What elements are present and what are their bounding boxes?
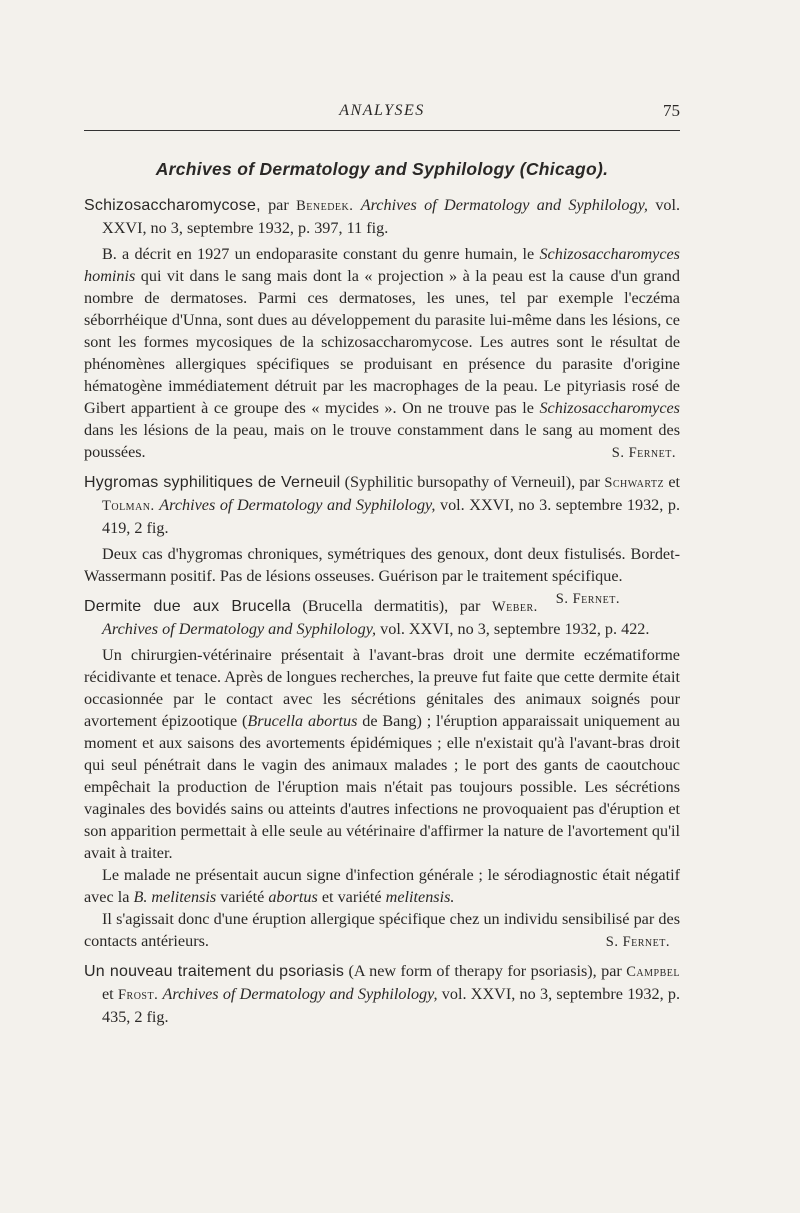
signature: S. Fernet. [605, 934, 670, 950]
page [84, 96, 681, 1026]
paragraph: Il s'agissait donc d'une éruption allergique spécifique chez un individu sensibilisé par des contacts antérieurs. S. Fernet. [84, 908, 680, 952]
author: Weber. [491, 599, 538, 615]
header-rule [84, 130, 680, 131]
running-header [84, 96, 680, 118]
running-title: ANALYSES [339, 102, 425, 119]
citation: vol. XXVI, no 3, septembre 1932, p. 435, 2 fig. [102, 985, 681, 1026]
citation: vol. XXVI, no 3, septembre 1932, p. 397, 11 fig. [102, 196, 681, 237]
entry-subtitle: (Brucella dermatitis), par [302, 597, 481, 615]
entry-subtitle: (A new form of therapy for psoriasis), par [348, 962, 622, 980]
citation: vol. XXVI, no 3, septembre 1932, p. 422. [380, 620, 650, 638]
abstract-text [84, 644, 680, 952]
journal-heading: Archives of Dermatology and Syphilology (Chicago). [155, 159, 609, 179]
abstract-entry [84, 960, 680, 1028]
paragraph: Deux cas d'hygromas chroniques, symétriques des genoux, dont deux fistulisés. Bordet-Wassermann positif. Pas de lésions osseuses. Guérison par le traitement spécifique. S. Fernet. [84, 543, 680, 587]
journal-name: Archives of Dermatology and Syphilology, [102, 620, 377, 638]
page-number: 75 [663, 101, 680, 120]
citation: vol. XXVI, no 3. septembre 1932, p. 419, 2 fig. [102, 496, 681, 537]
entry-title: Dermite due aux Brucella [84, 598, 291, 615]
author: Benedek. [296, 198, 354, 214]
entry-reference: Hygromas syphilitiques de Verneuil (Syphilitic bursopathy of Verneuil), par Schwartz et Tolman. Archives of Dermatology and Syphilology, vol. XXVI, no 3. septembre 1932, p. 419, 2 fig. [84, 473, 681, 537]
entry-reference [84, 194, 680, 239]
abstract-text [84, 243, 680, 463]
entry-title: Schizosaccharomycose, [84, 197, 261, 214]
abstract-entry [84, 194, 680, 463]
paragraph: Le malade ne présentait aucun signe d'infection générale ; le sérodiagnostic était négatif avec la B. melitensis variété abortus et variété melitensis. [84, 866, 680, 906]
entry-reference: Un nouveau traitement du psoriasis (A new form of therapy for psoriasis), par Campbel et Frost. Archives of Dermatology and Syphilology, vol. XXVI, no 3, septembre 1932, p. 435, 2 fig. [84, 962, 681, 1026]
entry-title: Un nouveau traitement du psoriasis [84, 963, 345, 980]
author: Schwartz [604, 475, 665, 491]
article-body [84, 194, 680, 1036]
by-word: par [268, 196, 289, 214]
signature: S. Fernet. [555, 591, 620, 607]
entry-subtitle: (Syphilitic bursopathy of Verneuil), [344, 473, 576, 491]
author: Frost. [117, 987, 159, 1003]
entry-title: Hygromas syphilitiques de Verneuil [84, 474, 341, 491]
journal-name: Archives of Dermatology and Syphilology, [360, 196, 648, 214]
paragraph: B. a décrit en 1927 un endoparasite constant du genre humain, le Schizosaccharomyces hominis qui vit dans le sang mais dont la « projection » à la peau est la cause d'un grand nombre de dermatoses. Parmi ces dermatoses, les unes, tel par exemple l'eczéma séborrhéique d'Unna, sont dues au développement du parasite lui-même dans les lésions, ce sont les formes mycosiques de la schizosaccharomycose. Les autres sont le résultat de phénomènes allergiques spécifiques se produisant en présence du parasite d'origine hématogène immédiatement détruit par les macrophages de la peau. Le pityriasis rosé de Gibert appartient à ce groupe des « mycides ». On ne trouve pas le Schizosaccharomyces dans les lésions de la peau, mais on le trouve constamment dans le sang au moment des poussées. S. Fernet. [84, 243, 680, 463]
journal-name: Archives of Dermatology and Syphilology, [162, 985, 438, 1003]
paragraph: Un chirurgien-vétérinaire présentait à l'avant-bras droit une dermite eczématiforme récidivante et tenace. Après de longues recherches, la preuve fut faite que cette dermite était occasionnée par le contact avec les sécrétions génitales des animaux soignés pour avortement épizootique (Brucella abortus de Bang) ; l'éruption apparaissait uniquement au moment et aux saisons des avortements épidémiques ; elle n'existait qu'à l'avant-bras droit qui seul pénétrait dans le vagin des animaux malades ; le port des gants de caoutchouc empêchait la production de l'éruption mais n'était pas toujours possible. Les sécrétions vaginales des bovidés sains ou atteints d'autres infections ne provoquaient pas d'éruption et son apparition permettait à elle seule au vétérinaire d'affirmer la nature de l'avortement qu'il avait à traiter. [84, 646, 681, 862]
author: Campbel [626, 964, 680, 980]
author: Tolman. [102, 498, 155, 514]
abstract-entry [84, 595, 680, 952]
journal-name: Archives of Dermatology and Syphilology, [159, 496, 436, 514]
signature: S. Fernet. [611, 445, 676, 461]
